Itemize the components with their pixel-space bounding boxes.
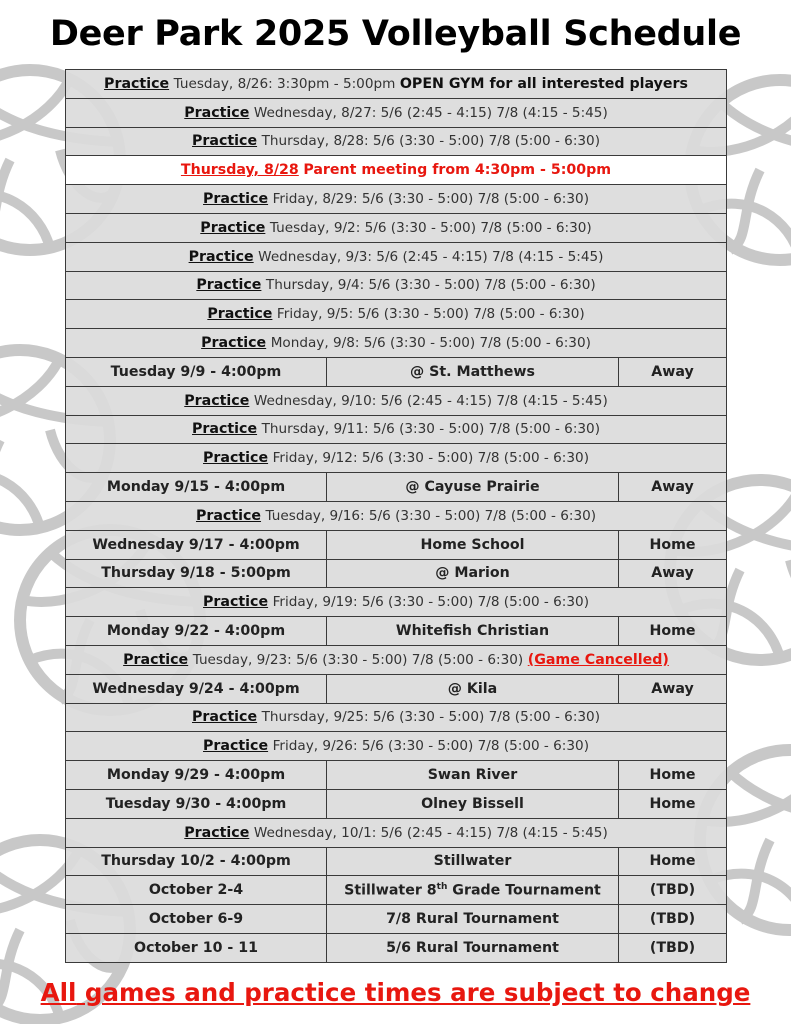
game-date: October 6-9: [66, 905, 327, 934]
game-opponent-text: @ St. Matthews: [410, 363, 535, 380]
game-location: Home: [619, 761, 727, 790]
practice-cell: [66, 242, 727, 271]
game-opponent-text: Home School: [420, 536, 525, 553]
footer-text: games and practice times are subject to change: [76, 978, 751, 1007]
practice-detail: Thursday, 9/4: 5/6 (3:30 - 5:00) 7/8 (5:00 - 6:30): [265, 277, 596, 294]
practice-cell: [66, 818, 727, 847]
game-location: (TBD): [619, 905, 727, 934]
game-opponent: [327, 933, 619, 962]
game-opponent: [327, 674, 619, 703]
game-location: Home: [619, 847, 727, 876]
practice-label: Practice: [196, 277, 262, 294]
game-location: (TBD): [619, 876, 727, 905]
game-date: October 10 - 11: [66, 933, 327, 962]
practice-detail: Friday, 9/19: 5/6 (3:30 - 5:00) 7/8 (5:00 - 6:30): [272, 594, 589, 611]
game-opponent-text: Olney Bissell: [421, 795, 524, 812]
notice-cell: [66, 156, 727, 185]
game-opponent-rest: Grade Tournament: [447, 882, 601, 899]
practice-detail: Friday, 9/12: 5/6 (3:30 - 5:00) 7/8 (5:00 - 6:30): [272, 450, 589, 467]
practice-row: [66, 732, 727, 761]
practice-cell: [66, 329, 727, 358]
practice-row: [66, 127, 727, 156]
practice-detail: Thursday, 8/28: 5/6 (3:30 - 5:00) 7/8 (5:00 - 6:30): [261, 133, 601, 150]
game-opponent-text: 5/6 Rural Tournament: [386, 939, 559, 956]
practice-detail: Wednesday, 9/3: 5/6 (2:45 - 4:15) 7/8 (4:15 - 5:45): [258, 248, 604, 265]
cancelled-note: (Game Cancelled): [527, 651, 669, 668]
game-opponent: [327, 357, 619, 386]
game-row: [66, 559, 727, 588]
practice-detail: Monday, 9/8: 5/6 (3:30 - 5:00) 7/8 (5:00 - 6:30): [270, 335, 591, 352]
game-opponent-text: 7/8 Rural Tournament: [386, 911, 559, 927]
game-opponent: [327, 559, 619, 588]
practice-row: [66, 444, 727, 473]
practice-row: [66, 242, 727, 271]
practice-row: [66, 300, 727, 329]
practice-label: Practice: [203, 450, 269, 467]
practice-row: [66, 185, 727, 214]
game-opponent: [327, 876, 619, 905]
game-date: October 2-4: [66, 876, 327, 905]
practice-label: Practice: [123, 651, 189, 668]
practice-detail: Tuesday, 8/26: 3:30pm - 5:00pm: [173, 75, 396, 92]
practice-cell: [66, 415, 727, 444]
game-row: [66, 674, 727, 703]
page-title: Deer Park 2025 Volleyball Schedule: [49, 14, 742, 54]
practice-detail: Thursday, 9/25: 5/6 (3:30 - 5:00) 7/8 (5:00 - 6:30): [261, 709, 601, 726]
practice-cell: [66, 444, 727, 473]
practice-cell: [66, 501, 727, 530]
game-date: Wednesday 9/24 - 4:00pm: [66, 674, 327, 703]
practice-row: [66, 329, 727, 358]
game-location: Away: [619, 674, 727, 703]
game-date: Thursday 9/18 - 5:00pm: [66, 559, 327, 588]
practice-detail: Tuesday, 9/23: 5/6 (3:30 - 5:00) 7/8 (5:00 - 6:30): [192, 651, 524, 668]
practice-row: [66, 645, 727, 674]
notice-date: Thursday, 8/28: [180, 162, 299, 179]
notice-text: Parent meeting from 4:30pm - 5:00pm: [303, 162, 612, 179]
game-opponent: [327, 789, 619, 818]
game-date: Tuesday 9/9 - 4:00pm: [66, 357, 327, 386]
game-date: Wednesday 9/17 - 4:00pm: [66, 530, 327, 559]
game-opponent: [327, 617, 619, 646]
practice-detail: Wednesday, 8/27: 5/6 (2:45 - 4:15) 7/8 (4:15 - 5:45): [253, 104, 608, 121]
game-row: [66, 473, 727, 502]
game-opponent: [327, 473, 619, 502]
practice-row: [66, 501, 727, 530]
practice-cell: [66, 127, 727, 156]
practice-label: Practice: [192, 421, 258, 438]
practice-cell: [66, 588, 727, 617]
practice-label: Practice: [184, 392, 250, 409]
practice-cell: [66, 70, 727, 99]
game-opponent: [327, 761, 619, 790]
practice-cell: [66, 271, 727, 300]
practice-cell: [66, 300, 727, 329]
game-opponent-text: @ Marion: [435, 565, 510, 582]
practice-detail: Friday, 8/29: 5/6 (3:30 - 5:00) 7/8 (5:00 - 6:30): [272, 191, 589, 208]
practice-row: [66, 271, 727, 300]
game-opponent-text: @ Kila: [447, 680, 498, 697]
open-gym-note: OPEN GYM for all interested players: [399, 75, 688, 92]
practice-label: Practice: [203, 191, 269, 208]
practice-row: [66, 818, 727, 847]
ordinal-suffix: th: [436, 881, 448, 892]
schedule-table: [65, 69, 727, 963]
game-opponent: [327, 530, 619, 559]
practice-row: [66, 703, 727, 732]
game-opponent-text: Whitefish Christian: [395, 623, 550, 640]
notice-row: [66, 156, 727, 185]
practice-cell: [66, 213, 727, 242]
practice-detail: Wednesday, 10/1: 5/6 (2:45 - 4:15) 7/8 (4:15 - 5:45): [253, 824, 608, 841]
practice-detail: Wednesday, 9/10: 5/6 (2:45 - 4:15) 7/8 (4:15 - 5:45): [253, 392, 608, 409]
game-location: Away: [619, 357, 727, 386]
game-location: Home: [619, 617, 727, 646]
game-opponent: [327, 847, 619, 876]
game-row: [66, 530, 727, 559]
practice-label: Practice: [184, 824, 250, 841]
practice-label: Practice: [188, 248, 254, 265]
game-row: [66, 933, 727, 962]
game-location: (TBD): [619, 933, 727, 962]
practice-detail: Tuesday, 9/2: 5/6 (3:30 - 5:00) 7/8 (5:00 - 6:30): [269, 219, 592, 236]
footer-disclaimer: [0, 978, 791, 1007]
game-row: [66, 876, 727, 905]
practice-row: [66, 588, 727, 617]
practice-row: [66, 213, 727, 242]
game-row: [66, 847, 727, 876]
game-location: Away: [619, 473, 727, 502]
practice-cell: [66, 98, 727, 127]
game-date: Thursday 10/2 - 4:00pm: [66, 847, 327, 876]
practice-label: Practice: [104, 75, 170, 92]
game-date: Monday 9/29 - 4:00pm: [66, 761, 327, 790]
practice-detail: Tuesday, 9/16: 5/6 (3:30 - 5:00) 7/8 (5:00 - 6:30): [265, 507, 597, 524]
game-location: Home: [619, 789, 727, 818]
practice-cell: [66, 732, 727, 761]
practice-label: Practice: [195, 507, 262, 524]
game-opponent-text: Stillwater: [433, 853, 512, 870]
game-opponent-text: @ Cayuse Prairie: [405, 479, 540, 496]
practice-label: Practice: [192, 133, 258, 150]
practice-label: Practice: [203, 594, 269, 611]
practice-label: Practice: [200, 219, 266, 236]
game-row: [66, 789, 727, 818]
practice-label: Practice: [207, 306, 273, 323]
practice-detail: Friday, 9/26: 5/6 (3:30 - 5:00) 7/8 (5:00 - 6:30): [272, 738, 589, 755]
practice-row: [66, 98, 727, 127]
practice-cell: [66, 386, 727, 415]
practice-cell: [66, 185, 727, 214]
footer-prefix: All: [40, 978, 77, 1007]
practice-row: [66, 386, 727, 415]
practice-label: Practice: [192, 709, 258, 726]
game-date: Tuesday 9/30 - 4:00pm: [66, 789, 327, 818]
game-opponent: [327, 905, 619, 934]
game-row: [66, 905, 727, 934]
practice-label: Practice: [201, 335, 267, 352]
game-date: Monday 9/22 - 4:00pm: [66, 617, 327, 646]
game-date: Monday 9/15 - 4:00pm: [66, 473, 327, 502]
game-row: [66, 761, 727, 790]
game-row: [66, 617, 727, 646]
game-location: Home: [619, 530, 727, 559]
game-opponent-text: Stillwater 8: [344, 882, 437, 899]
practice-label: Practice: [184, 104, 250, 121]
game-location: Away: [619, 559, 727, 588]
game-row: [66, 357, 727, 386]
practice-label: Practice: [203, 738, 269, 755]
practice-row: [66, 70, 727, 99]
practice-row: [66, 415, 727, 444]
practice-cell: [66, 703, 727, 732]
game-opponent-text: Swan River: [427, 767, 518, 784]
practice-cell: [66, 645, 727, 674]
practice-detail: Friday, 9/5: 5/6 (3:30 - 5:00) 7/8 (5:00 - 6:30): [276, 306, 585, 323]
practice-detail: Thursday, 9/11: 5/6 (3:30 - 5:00) 7/8 (5:00 - 6:30): [261, 421, 601, 438]
